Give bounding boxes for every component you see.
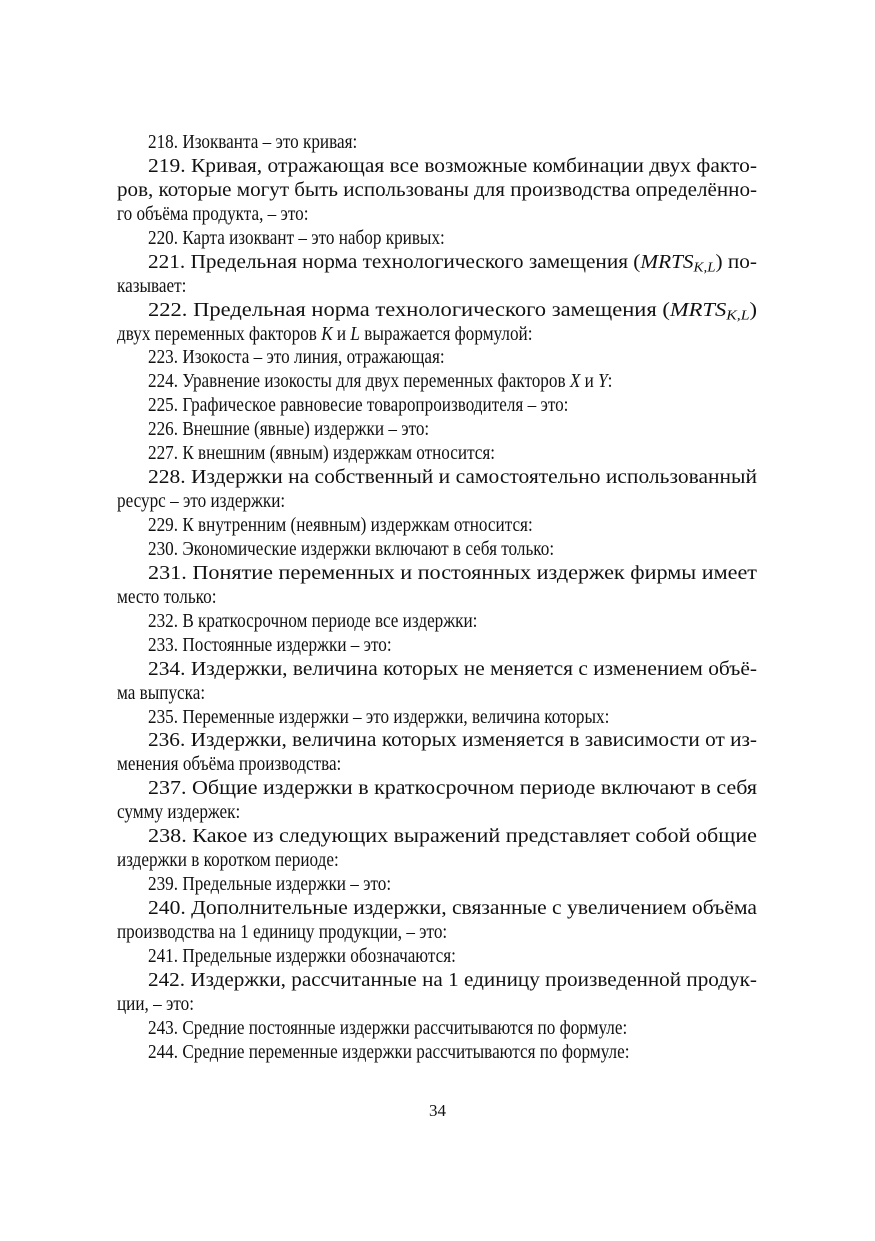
line-text: 220. Карта изоквант – это набор кривых: [148, 227, 445, 249]
question-line [117, 706, 757, 730]
line-text: 234. Издержки, величина которых не меняется с изменением объё- [148, 658, 757, 680]
line-text: 231. Понятие переменных и постоянных издержек фирмы имеет [148, 562, 757, 584]
line-text: 242. Издержки, рассчитанные на 1 единицу произведенной продук- [148, 969, 757, 991]
question-continuation-line [117, 753, 757, 777]
question-line [117, 418, 757, 442]
line-text: ма выпуска: [117, 682, 206, 704]
line-text: 229. К внутренним (неявным) издержкам относится: [148, 515, 533, 536]
line-text: 226. Внешние (явные) издержки – это: [148, 419, 430, 441]
question-line [117, 969, 757, 993]
question-line [117, 346, 757, 370]
question-line [117, 945, 757, 969]
line-text: 237. Общие издержки в краткосрочном периоде включают в себя [148, 778, 757, 800]
line-text: казывает: [117, 275, 187, 297]
question-continuation-line [117, 586, 757, 610]
question-line [117, 227, 757, 251]
line-text: 241. Предельные издержки обозначаются: [148, 945, 456, 967]
question-line [117, 155, 757, 179]
line-text: 230. Экономические издержки включают в себя только: [148, 538, 555, 560]
line-text: 233. Постоянные издержки – это: [148, 634, 392, 656]
question-line [117, 873, 757, 897]
line-text: ции, – это: [117, 993, 194, 1015]
question-line [117, 825, 757, 849]
question-continuation-line [117, 682, 757, 706]
question-line [117, 514, 757, 538]
question-list [117, 131, 757, 1065]
line-text: двух переменных факторов K и L выражается формулой: [117, 323, 533, 345]
line-text: 223. Изокоста – это линия, отражающая: [148, 347, 445, 369]
line-text: 227. К внешним (явным) издержкам относится: [148, 443, 496, 465]
question-continuation-line [117, 275, 757, 299]
question-line [117, 777, 757, 801]
line-text: 243. Средние постоянные издержки рассчитываются по формуле: [148, 1017, 628, 1039]
question-line [117, 251, 757, 275]
line-text: 218. Изокванта – это кривая: [148, 132, 358, 153]
question-line [117, 897, 757, 921]
question-line [117, 634, 757, 658]
question-line [117, 658, 757, 682]
line-text: ресурс – это издержки: [117, 491, 286, 513]
question-line [117, 1041, 757, 1065]
question-continuation-line [117, 849, 757, 873]
question-continuation-line [117, 801, 757, 825]
question-continuation-line [117, 993, 757, 1017]
line-text: го объёма продукта, – это: [117, 203, 309, 225]
question-line [117, 610, 757, 634]
line-text: 225. Графическое равновесие товаропроизводителя – это: [148, 395, 569, 417]
line-text: 238. Какое из следующих выражений представляет собой общие [148, 826, 757, 848]
line-text: сумму издержек: [117, 802, 241, 824]
question-line [117, 131, 757, 155]
line-text: производства на 1 единицу продукции, – это: [117, 921, 448, 943]
line-text: 221. Предельная норма технологического замещения $(MRTS_{K,L})$ по- [148, 251, 757, 275]
question-continuation-line [117, 203, 757, 227]
line-text: 235. Переменные издержки – это издержки, величина которых: [148, 706, 610, 728]
line-text: 219. Кривая, отражающая все возможные комбинации двух факто- [148, 155, 757, 177]
question-line [117, 299, 757, 323]
line-text: 240. Дополнительные издержки, связанные с увеличением объёма [148, 898, 757, 919]
question-line [117, 538, 757, 562]
line-text: ров, которые могут быть использованы для производства определённо- [117, 179, 757, 201]
question-line [117, 466, 757, 490]
line-text: 224. Уравнение изокосты для двух переменных факторов X и Y: [148, 371, 613, 393]
question-line [117, 394, 757, 418]
question-continuation-line [117, 490, 757, 514]
page-number: 34 [429, 1101, 446, 1120]
question-continuation-line [117, 179, 757, 203]
question-line [117, 442, 757, 466]
line-text: 228. Издержки на собственный и самостоятельно использованный [148, 467, 757, 489]
line-text: издержки в коротком периоде: [117, 850, 339, 872]
question-line [117, 729, 757, 753]
line-text: 244. Средние переменные издержки рассчитываются по формуле: [148, 1041, 630, 1063]
question-line [117, 370, 757, 394]
line-text: 222. Предельная норма технологического замещения $(MRTS_{K,L})$ [148, 299, 757, 322]
line-text: 239. Предельные издержки – это: [148, 874, 392, 896]
line-text: менения объёма производства: [117, 754, 342, 776]
line-text: 236. Издержки, величина которых изменяется в зависимости от из- [148, 730, 757, 752]
question-continuation-line [117, 921, 757, 945]
question-continuation-line [117, 323, 757, 347]
question-line [117, 1017, 757, 1041]
question-line [117, 562, 757, 586]
line-text: место только: [117, 586, 217, 608]
line-text: 232. В краткосрочном периоде все издержки: [148, 610, 478, 632]
